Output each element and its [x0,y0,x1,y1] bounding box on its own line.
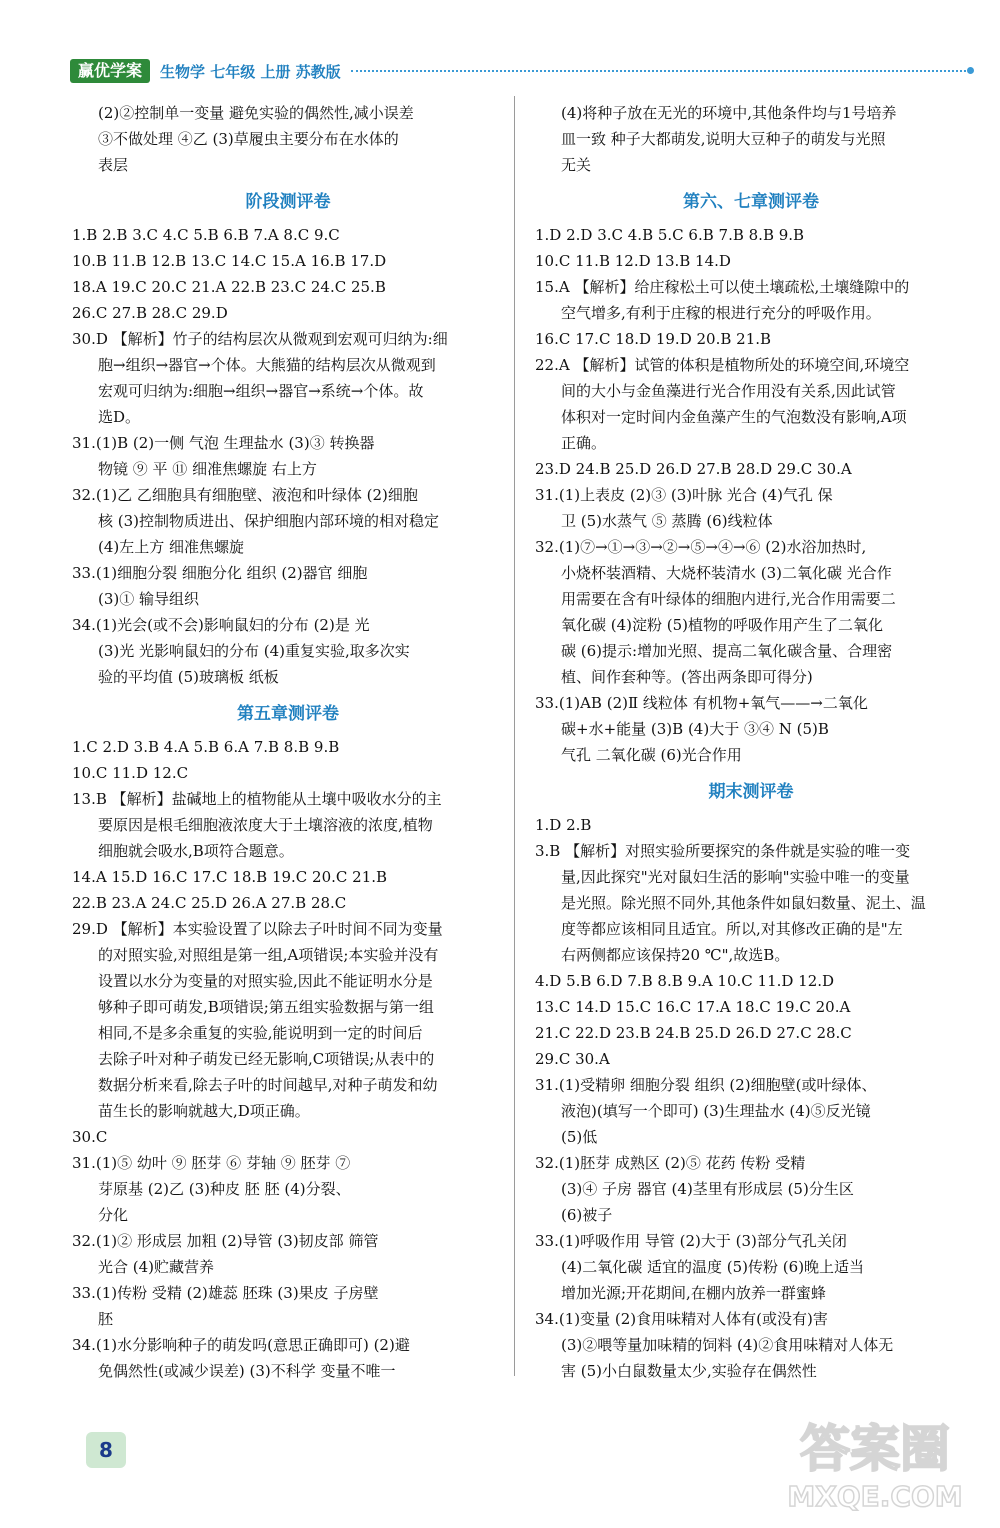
answer-line: 13.C 14.D 15.C 16.C 17.A 18.C 19.C 20.A [535,998,851,1016]
answer-line: 设置以水分为变量的对照实验,因此不能证明水分是 [98,972,433,990]
watermark-top-text: 答案圈 [800,1420,950,1478]
answer-line: 胚 [98,1310,114,1328]
answer-line: 害 (5)小白鼠数量太少,实验存在偶然性 [561,1362,817,1380]
answer-line: 34.(1)光会(或不会)影响鼠妇的分布 (2)是 光 [72,616,370,634]
answer-line: 16.C 17.C 18.D 19.D 20.B 21.B [535,330,772,348]
answer-line: 够种子即可萌发,B项错误;第五组实验数据与第一组 [98,998,434,1016]
answer-line: 32.(1)乙 乙细胞具有细胞壁、液泡和叶绿体 (2)细胞 [72,486,418,504]
answer-line: 的对照实验,对照组是第一组,A项错误;本实验并没有 [98,946,439,964]
answer-line: 卫 (5)水蒸气 ⑤ 蒸腾 (6)线粒体 [561,512,773,530]
answer-line: 10.B 11.B 12.B 13.C 14.C 15.A 16.B 17.D [72,252,387,270]
answer-line: 气孔 二氧化碳 (6)光合作用 [561,746,742,764]
watermark-bottom-text: MXQE.COM [787,1480,963,1513]
book-subtitle: 生物学 七年级 上册 苏教版 [160,62,341,81]
answer-line: 数据分析来看,除去子叶的时间越早,对种子萌发和幼 [98,1076,438,1094]
answer-line: 正确。 [561,434,607,452]
answer-line: 小烧杯装酒精、大烧杯装清水 (3)二氧化碳 光合作 [561,564,892,582]
answer-line: 表层 [98,156,129,174]
answer-line: 物镜 ⑨ 平 ⑪ 细准焦螺旋 右上方 [98,460,317,478]
answer-line: 10.C 11.D 12.C [72,764,189,782]
answer-line: (4)左上方 细准焦螺旋 [98,538,245,556]
answer-line: 光合 (4)贮藏营养 [98,1258,215,1276]
answer-line: (3)① 输导组织 [98,590,200,608]
answer-line: 苗生长的影响就越大,D项正确。 [98,1102,310,1120]
answer-line: 31.(1)⑤ 幼叶 ⑨ 胚芽 ⑥ 芽轴 ⑨ 胚芽 ⑦ [72,1154,351,1172]
answer-line: 增加光源;开花期间,在棚内放养一群蜜蜂 [561,1284,826,1302]
brand-label: 赢优学案 [70,59,150,83]
answer-line: (3)②喂等量加味精的饲料 (4)②食用味精对人体无 [561,1336,894,1354]
answer-line: 1.C 2.D 3.B 4.A 5.B 6.A 7.B 8.B 9.B [72,738,340,756]
answer-line: 皿一致 种子大都萌发,说明大豆种子的萌发与光照 [561,130,886,148]
answer-line: 芽原基 (2)乙 (3)种皮 胚 胚 (4)分裂、 [98,1180,351,1198]
answer-line: 是光照。除光照不同外,其他条件如鼠妇数量、泥土、温 [561,894,926,912]
section-heading: 第六、七章测评卷 [683,192,819,212]
answer-line: 32.(1)胚芽 成熟区 (2)⑤ 花药 传粉 受精 [535,1154,806,1172]
answer-line: 碳 (6)提示:增加光照、提高二氧化碳含量、合理密 [561,642,893,660]
answer-line: 碳+水+能量 (3)B (4)大于 ③④ N (5)B [561,720,829,738]
answer-line: 29.D 【解析】本实验设置了以除去子叶时间不同为变量 [72,920,443,938]
answer-line: ③不做处理 ④乙 (3)草履虫主要分布在水体的 [98,130,399,148]
answer-line: 31.(1)B (2)一侧 气泡 生理盐水 (3)③ 转换器 [72,434,375,452]
answer-line: 度等都应该相同且适宜。所以,对其修改正确的是"左 [561,920,903,938]
answer-line: 18.A 19.C 20.C 21.A 22.B 23.C 24.C 25.B [72,278,386,296]
answer-line: 分化 [98,1206,129,1224]
section-heading: 第五章测评卷 [237,704,339,724]
answer-line: 核 (3)控制物质进出、保护细胞内部环境的相对稳定 [98,512,440,530]
answer-line: 氧化碳 (4)淀粉 (5)植物的呼吸作用产生了二氧化 [561,616,884,634]
answer-line: 31.(1)受精卵 细胞分裂 组织 (2)细胞壁(或叶绿体、 [535,1076,877,1094]
answer-line: 33.(1)呼吸作用 导管 (2)大于 (3)部分气孔关闭 [535,1232,847,1250]
answer-line: 要原因是根毛细胞液浓度大于土壤溶液的浓度,植物 [98,816,433,834]
answer-line: 10.C 11.B 12.D 13.B 14.D [535,252,731,270]
section-heading: 期末测评卷 [708,782,794,802]
answer-line: 30.C [72,1128,108,1146]
answer-line: 33.(1)AB (2)Ⅱ 线粒体 有机物+氧气——→二氧化 [535,694,868,712]
answer-line: 14.A 15.D 16.C 17.C 18.B 19.C 20.C 21.B [72,868,388,886]
answer-line: (4)将种子放在无光的环境中,其他条件均与1号培养 [561,104,897,122]
answer-line: 相同,不是多余重复的实验,能说明到一定的时间后 [98,1024,423,1042]
answer-line: (3)④ 子房 器官 (4)茎里有形成层 (5)分生区 [561,1180,854,1198]
answer-line: 无关 [561,156,592,174]
answer-line: 1.D 2.D 3.C 4.B 5.C 6.B 7.B 8.B 9.B [535,226,805,244]
answer-line: (6)被子 [561,1206,613,1224]
answer-line: 22.B 23.A 24.C 25.D 26.A 27.B 28.C [72,894,347,912]
answer-line: 去除子叶对种子萌发已经无影响,C项错误;从表中的 [98,1050,435,1068]
header-dotted-rule [351,70,970,72]
answer-line: 33.(1)传粉 受精 (2)雄蕊 胚珠 (3)果皮 子房壁 [72,1284,379,1302]
right-column [535,100,967,1384]
answer-line: 空气增多,有利于庄稼的根进行充分的呼吸作用。 [561,304,881,322]
answer-line: (3)光 光影响鼠妇的分布 (4)重复实验,取多次实 [98,642,410,660]
answer-line: 细胞就会吸水,B项符合题意。 [98,842,294,860]
watermark-logo [780,1408,970,1518]
answer-line: 选D。 [98,408,141,426]
answer-line: (5)低 [561,1128,598,1146]
answer-line: 验的平均值 (5)玻璃板 纸板 [98,668,279,686]
answer-line: 1.D 2.B [535,816,592,834]
answer-line: 1.B 2.B 3.C 4.C 5.B 6.B 7.A 8.C 9.C [72,226,340,244]
page-number: 8 [86,1432,126,1468]
answer-line: 植、间作套种等。(答出两条即可得分) [561,668,813,686]
answer-line: 宏观可归纳为:细胞→组织→器官→系统→个体。故 [98,382,424,400]
answer-line: 26.C 27.B 28.C 29.D [72,304,228,322]
answer-line: 32.(1)⑦→①→③→②→⑤→④→⑥ (2)水浴加热时, [535,538,867,556]
page-header [70,58,970,84]
answer-line: 23.D 24.B 25.D 26.D 27.B 28.D 29.C 30.A [535,460,852,478]
answer-line: 液泡)(填写一个即可) (3)生理盐水 (4)⑤反光镜 [561,1102,871,1120]
answer-line: 免偶然性(或减少误差) (3)不科学 变量不唯一 [98,1362,396,1380]
answer-line: 13.B 【解析】盐碱地上的植物能从土壤中吸收水分的主 [72,790,442,808]
answer-line: 32.(1)② 形成层 加粗 (2)导管 (3)韧皮部 筛管 [72,1232,379,1250]
answer-line: 间的大小与金鱼藻进行光合作用没有关系,因此试管 [561,382,896,400]
answer-line: 15.A 【解析】给庄稼松土可以使土壤疏松,土壤缝隙中的 [535,278,910,296]
answer-line: 胞→组织→器官→个体。大熊猫的结构层次从微观到 [98,356,436,374]
answer-line: (2)②控制单一变量 避免实验的偶然性,减小误差 [98,104,414,122]
answer-line: 3.B 【解析】对照实验所要探究的条件就是实验的唯一变 [535,842,911,860]
answer-line: 33.(1)细胞分裂 细胞分化 组织 (2)器官 细胞 [72,564,368,582]
answer-line: (4)二氧化碳 适宜的温度 (5)传粉 (6)晚上适当 [561,1258,865,1276]
left-column [72,100,504,1384]
answer-line: 29.C 30.A [535,1050,610,1068]
answer-line: 34.(1)变量 (2)食用味精对人体有(或没有)害 [535,1310,828,1328]
section-heading: 阶段测评卷 [245,192,331,212]
answer-line: 用需要在含有叶绿体的细胞内进行,光合作用需要二 [561,590,896,608]
answer-line: 30.D 【解析】竹子的结构层次从微观到宏观可归纳为:细 [72,330,448,348]
column-divider [514,96,515,1376]
answer-line: 34.(1)水分影响种子的萌发吗(意思正确即可) (2)避 [72,1336,410,1354]
answer-line: 右两侧都应该保持20 ℃",故选B。 [561,946,790,964]
answer-line: 量,因此探究"光对鼠妇生活的影响"实验中唯一的变量 [561,868,910,886]
answer-line: 体积对一定时间内金鱼藻产生的气泡数没有影响,A项 [561,408,907,426]
answer-line: 22.A 【解析】试管的体积是植物所处的环境空间,环境空 [535,356,910,374]
answer-line: 4.D 5.B 6.D 7.B 8.B 9.A 10.C 11.D 12.D [535,972,835,990]
answer-line: 31.(1)上表皮 (2)③ (3)叶脉 光合 (4)气孔 保 [535,486,833,504]
answer-line: 21.C 22.D 23.B 24.B 25.D 26.D 27.C 28.C [535,1024,852,1042]
